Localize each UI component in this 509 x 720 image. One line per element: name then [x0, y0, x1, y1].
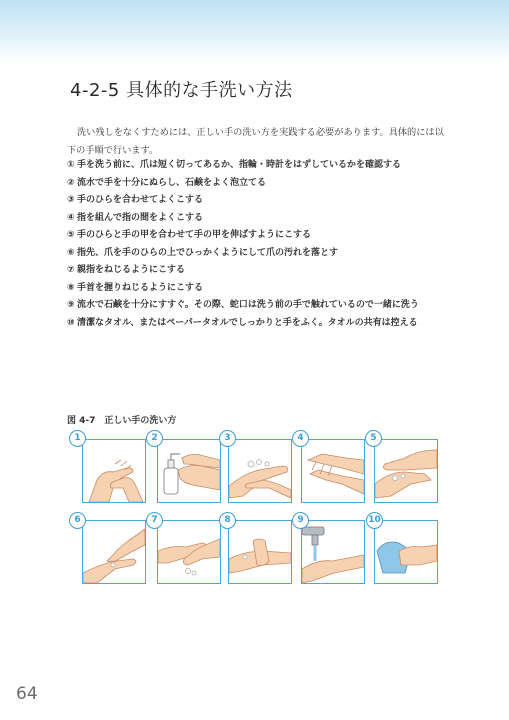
list-item: [67, 157, 449, 175]
fingertips-icon: [82, 520, 146, 584]
list-item: [67, 280, 449, 298]
step-number: ③: [67, 195, 75, 205]
faucet-rinse-icon: [301, 520, 365, 584]
step-number: ⑨: [67, 300, 75, 310]
step-number: ⑩: [67, 317, 75, 328]
list-item: [67, 227, 449, 245]
figure-caption: 図 4-7 正しい手の洗い方: [67, 416, 177, 426]
step-text: 清潔なタオル、またはペーパータオルでしっかりと手をふく。タオルの共有は控える: [77, 317, 418, 328]
step-badge: 3: [219, 430, 236, 447]
step-number: ④: [67, 212, 75, 223]
check-hands-icon: [82, 439, 146, 503]
step-number: ⑧: [67, 282, 75, 293]
step-text: 流水で石鹸を十分にすすぐ。その際、蛇口は洗う前の手で触れているので一緒に洗う: [77, 300, 419, 310]
intro-paragraph: 洗い残しをなくすためには、正しい手の洗い方を実践する必要があります。具体的には以下の手順で行います。: [67, 127, 444, 156]
step-text: 手のひらを合わせてよくこする: [77, 195, 204, 205]
page-number: 64: [16, 684, 38, 704]
step-list: [67, 157, 449, 332]
header-gradient-band: [0, 0, 509, 62]
interlace-fingers-icon: [301, 439, 365, 503]
list-item: [67, 315, 449, 333]
step-badge: 10: [366, 512, 383, 529]
step-badge: 9: [292, 512, 309, 529]
step-text: 親指をねじるようにこする: [77, 265, 186, 275]
step-number: ⑤: [67, 230, 75, 240]
step-badge: 4: [292, 430, 309, 447]
list-item: [67, 297, 449, 315]
step-badge: 5: [365, 430, 382, 447]
list-item: [67, 175, 449, 193]
step-number: ⑥: [67, 247, 75, 258]
rub-palms-icon: [228, 439, 292, 503]
step-badge: 7: [146, 512, 163, 529]
step-number: ①: [67, 160, 75, 170]
step-text: 手首を握りねじるようにこする: [77, 282, 204, 293]
step-text: 手を洗う前に、爪は短く切ってあるか、指輪・時計をはずしているかを確認する: [77, 160, 402, 170]
list-item: [67, 210, 449, 228]
list-item: [67, 262, 449, 280]
step-number: ②: [67, 177, 75, 188]
step-text: 手のひらと手の甲を合わせて手の甲を伸ばすようにこする: [77, 230, 312, 240]
list-item: [67, 245, 449, 263]
step-text: 指先、爪を手のひらの上でひっかくようにして爪の汚れを落とす: [77, 247, 339, 258]
step-badge: 6: [69, 512, 86, 529]
thumb-twist-icon: [157, 520, 221, 584]
soap-bottle-icon: [157, 439, 221, 503]
back-of-hand-icon: [374, 439, 438, 503]
step-text: 流水で手を十分にぬらし、石鹸をよく泡立てる: [77, 177, 267, 188]
wrist-twist-icon: [228, 520, 292, 584]
step-text: 指を組んで指の間をよくこする: [77, 212, 204, 223]
section-title: 4-2-5 具体的な手洗い方法: [70, 80, 293, 101]
list-item: [67, 192, 449, 210]
step-badge: 8: [219, 512, 236, 529]
step-badge: 1: [69, 430, 86, 447]
step-badge: 2: [146, 430, 163, 447]
step-number: ⑦: [67, 265, 75, 275]
towel-dry-icon: [374, 520, 438, 584]
